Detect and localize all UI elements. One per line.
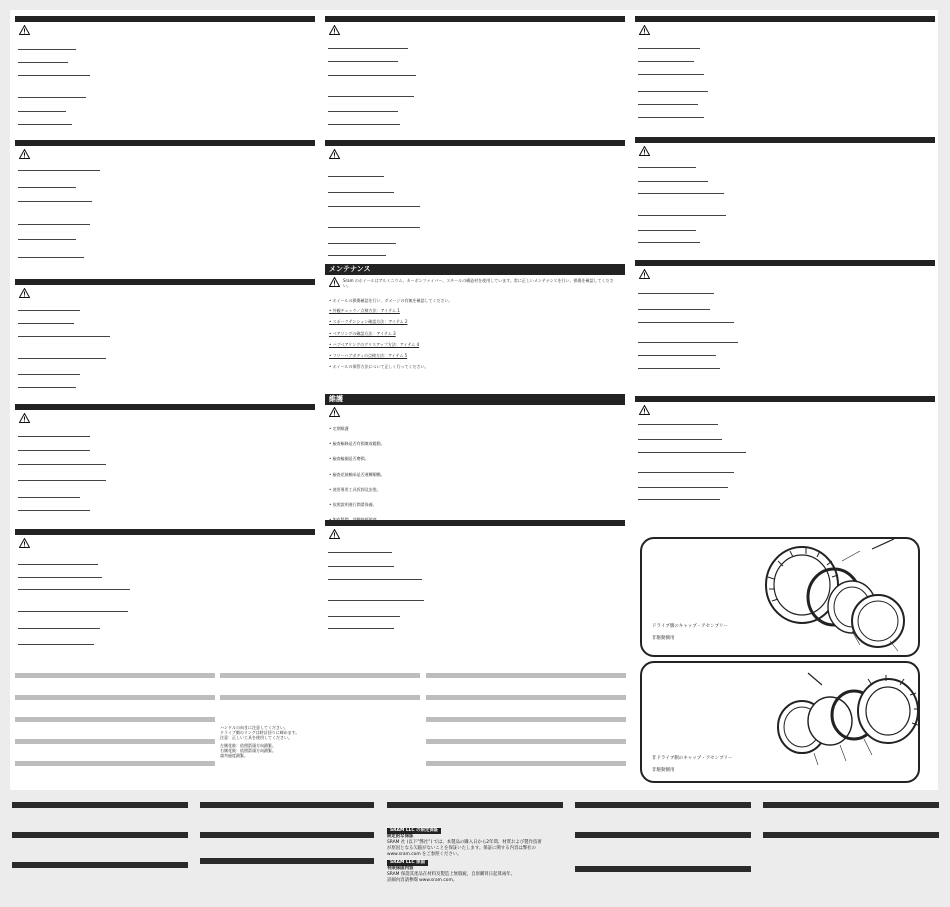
note-line: 左側花鼓：依照箭頭方向鎖緊。 [220,743,276,748]
non-drive-side-label: 非ドライブ側のキャップ・アセンブリー [652,756,733,761]
drive-side-label: ドライブ側のキャップ・アセンブリー [652,624,729,629]
section-header-bar [325,520,625,526]
maintenance-item: • ホイールの保管方法について正しく行ってください。 [329,364,429,370]
maintenance-section [325,264,625,394]
note-line: 右側花鼓：依照箭頭方向鎖緊。 [220,748,276,753]
section-4 [635,396,935,526]
chinese-maintenance-section [325,394,625,520]
warning-icon [329,277,340,287]
section-4 [15,404,315,529]
warning-icon [19,149,30,159]
warning-icon [639,25,650,35]
warranty-cn-text: SRAM 保證其產品在材料及製造上無瑕疵，自原購買日起算兩年。 [387,872,516,877]
warranty-jp-heading: SRAM LLC の限定保証 [387,828,441,834]
section-header-bar [635,137,935,143]
chinese-item: • 依照說明進行潤滑保養。 [329,502,377,508]
non-drive-side-cap-assembly-drawing [642,663,918,781]
chinese-item: • 檢查輪圈是否磨損。 [329,456,369,462]
chinese-maintenance-title: 維護 [325,394,625,405]
chinese-item: • 定期維護 [329,426,349,431]
section-header-bar [15,404,315,410]
non-drive-side-diagram-panel [640,661,920,783]
section-header-bar [15,140,315,146]
warning-icon [329,149,340,159]
chinese-item: • 使用專用工具拆卸及安裝。 [329,486,381,492]
section-header-bar [635,16,935,22]
non-drive-side-sublabel: 非駆動側用 [652,768,675,773]
maintenance-item: • フリーハブボディの点検方法：アイテム 5 [329,353,408,359]
notes-block [220,725,420,758]
warning-icon [639,269,650,279]
section-header-bar [325,140,625,146]
warning-icon [329,529,340,539]
column-1 [15,16,315,654]
maintenance-item: • 外観チェック／点検方法：アイテム 1 [329,308,400,314]
section-header-bar [15,16,315,22]
warning-icon [639,146,650,156]
warning-icon [639,405,650,415]
note-line: ハンドルの向きに注意してください。 [220,725,288,730]
section-5 [15,529,315,654]
section-header-bar [15,529,315,535]
warranty-cn-text: 詳細內容請參閱 www.sram.com。 [387,878,458,883]
warning-icon [329,407,340,417]
column-3 [635,16,935,526]
section-header-bar [635,396,935,402]
section-header-bar [325,16,625,22]
warning-icon [19,413,30,423]
maintenance-item: • ホイールの損傷確認を行い、ダメージの有無を確認してください。 [329,298,453,303]
warning-icon [19,25,30,35]
maintenance-intro: Sram のホイールはアルミニウム、カーボンファイバー、スチールの構造材を使用しています。常に正しいメンテナンスを行い、損傷を確認してください。 [343,278,614,289]
section-1 [635,16,935,137]
warranty-jp-text: www.sram.com をご参照ください。 [387,852,462,857]
warranty-jp-text: SRAM 社 (以下”弊社”) では、本製品の購入日から2年間、材質および製作技術 [387,840,542,845]
section-2 [15,140,315,279]
section-3 [635,260,935,396]
note-line: 注意：正しい工具を使用してください。 [220,735,292,740]
chinese-item: • 檢查輻條是否有損壞或鬆動。 [329,441,385,447]
warranty-cn-subheading: 有限保固內容 [387,866,414,871]
section-header-bar [15,279,315,285]
drive-side-cap-assembly-drawing [642,539,918,655]
warning-icon [19,538,30,548]
warning-icon [329,25,340,35]
column-2 [325,16,625,648]
warranty-block [387,828,567,884]
note-line: ドライブ側のリングは時計回りに締めます。 [220,730,300,735]
section-2 [635,137,935,260]
warranty-cn-heading: SRAM LLC 保固 [387,860,428,866]
instruction-sheet [10,10,938,790]
maintenance-item: • スポークテンション確認方法：アイテム 2 [329,319,408,325]
section-1 [325,16,625,140]
drive-side-diagram-panel [640,537,920,657]
section-header-bar [635,260,935,266]
maintenance-title: メンテナンス [325,264,625,275]
section-3 [15,279,315,404]
section-3 [325,520,625,648]
section-2 [325,140,625,264]
drive-side-sublabel: 非駆動側用 [652,636,675,641]
section-1 [15,16,315,140]
maintenance-item: • ハブベアリングのグリスアップ方法：アイテム 4 [329,341,420,347]
note-line: 請勿過度鎖緊。 [220,753,248,758]
warranty-jp-subheading: 限定的な保証 [387,834,414,839]
warranty-jp-text: が原因となる欠陥がないことを保証いたします。保証に関する内容は弊社の [387,846,536,851]
warning-icon [19,288,30,298]
chinese-item: • 檢查花鼓軸承是否運轉順暢。 [329,471,385,477]
maintenance-item: • ベアリングの確認方法：アイテム 3 [329,330,396,336]
